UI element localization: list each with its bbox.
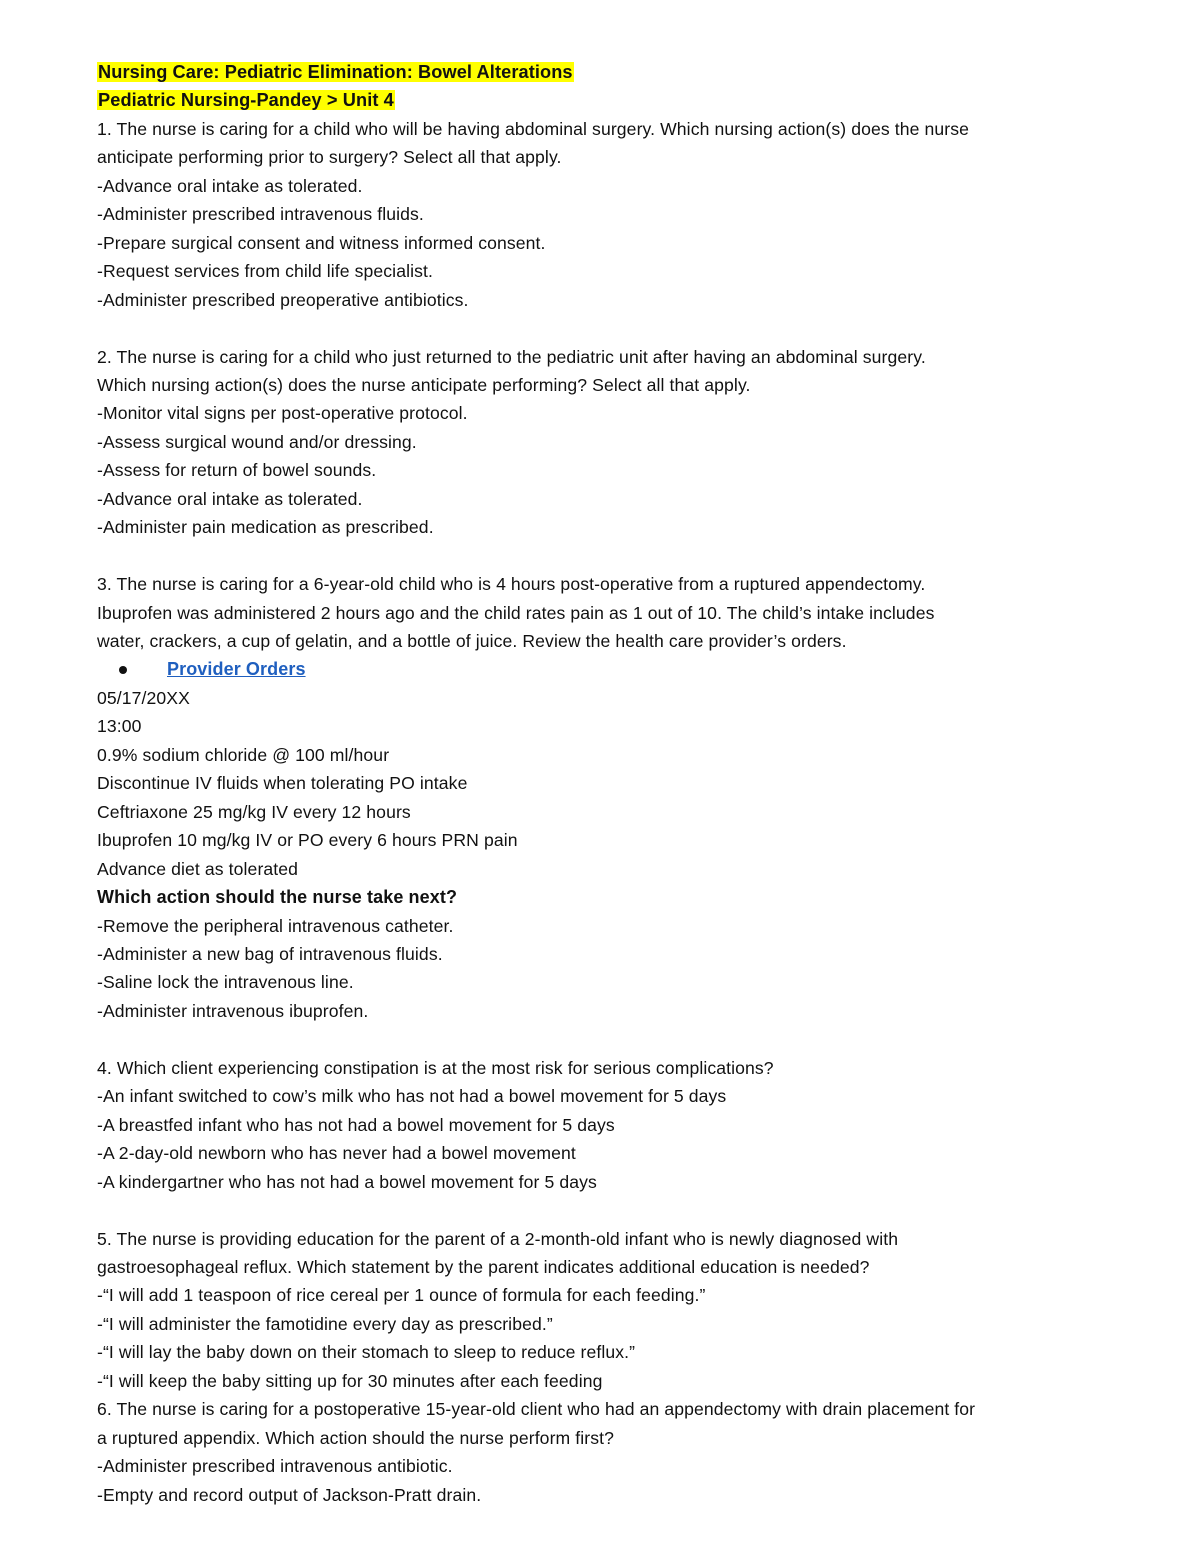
q6-stem-line: a ruptured appendix. Which action should the nurse perform first?: [97, 1427, 614, 1448]
q1-option: -Advance oral intake as tolerated.: [97, 175, 363, 196]
order-line: Ceftriaxone 25 mg/kg IV every 12 hours: [97, 801, 411, 822]
q2-option: -Assess surgical wound and/or dressing.: [97, 431, 417, 452]
order-line: 13:00: [97, 716, 142, 737]
q4-option: -An infant switched to cow’s milk who has not had a bowel movement for 5 days: [97, 1086, 727, 1107]
paragraph-spacer: [97, 1196, 1107, 1224]
order-line: Discontinue IV fluids when tolerating PO intake: [97, 773, 468, 794]
order-line: Ibuprofen 10 mg/kg IV or PO every 6 hours PRN pain: [97, 830, 518, 851]
provider-orders-bullet-item: [97, 655, 1107, 683]
paragraph-spacer: [97, 1025, 1107, 1053]
q3-option: -Administer intravenous ibuprofen.: [97, 1000, 369, 1021]
q1-option: -Request services from child life specialist.: [97, 261, 433, 282]
q2-option: -Administer pain medication as prescribed.: [97, 517, 434, 538]
order-line: Advance diet as tolerated: [97, 858, 299, 879]
q4-option: -A breastfed infant who has not had a bowel movement for 5 days: [97, 1114, 615, 1135]
q1-stem-line: 1. The nurse is caring for a child who will be having abdominal surgery. Which nursing action(s) does the nurse: [97, 118, 969, 139]
q2-stem-line: 2. The nurse is caring for a child who just returned to the pediatric unit after having an abdominal surgery.: [97, 346, 926, 367]
q5-option: -“I will keep the baby sitting up for 30 minutes after each feeding: [97, 1370, 603, 1391]
bullet-dot-icon: [119, 666, 127, 674]
order-line: 0.9% sodium chloride @ 100 ml/hour: [97, 744, 390, 765]
q4-option: -A 2-day-old newborn who has never had a bowel movement: [97, 1143, 576, 1164]
q2-option: -Advance oral intake as tolerated.: [97, 488, 363, 509]
q5-option: -“I will lay the baby down on their stomach to sleep to reduce reflux.”: [97, 1342, 636, 1363]
q4-option: -A kindergartner who has not had a bowel movement for 5 days: [97, 1171, 597, 1192]
paragraph-spacer: [97, 314, 1107, 342]
q3-stem-line: water, crackers, a cup of gelatin, and a bottle of juice. Review the health care provider’s orders.: [97, 631, 847, 652]
q3-option: -Remove the peripheral intravenous catheter.: [97, 915, 454, 936]
provider-orders-link[interactable]: Provider Orders: [167, 659, 306, 680]
q3-prompt: Which action should the nurse take next?: [97, 887, 458, 908]
title-highlight: Nursing Care: Pediatric Elimination: Bowel Alterations: [98, 62, 573, 82]
q6-option: -Empty and record output of Jackson-Pratt drain.: [97, 1484, 482, 1505]
q5-stem-line: gastroesophageal reflux. Which statement by the parent indicates additional education is needed?: [97, 1256, 870, 1277]
q1-option: -Administer prescribed intravenous fluids.: [97, 204, 424, 225]
document-page: [97, 58, 1107, 1509]
q6-stem-line: 6. The nurse is caring for a postoperative 15-year-old client who had an appendectomy with drain placement for: [97, 1399, 976, 1420]
q2-stem-line: Which nursing action(s) does the nurse anticipate performing? Select all that apply.: [97, 374, 751, 395]
q3-option: -Administer a new bag of intravenous fluids.: [97, 944, 443, 965]
q3-stem-line: 3. The nurse is caring for a 6-year-old child who is 4 hours post-operative from a ruptured appendectomy.: [97, 574, 926, 595]
document-title: [97, 58, 1107, 86]
paragraph-spacer: [97, 542, 1107, 570]
q3-stem-line: Ibuprofen was administered 2 hours ago and the child rates pain as 1 out of 10. The child’s intake includes: [97, 602, 935, 623]
q1-option: -Prepare surgical consent and witness informed consent.: [97, 232, 546, 253]
order-line: 05/17/20XX: [97, 687, 190, 708]
q5-option: -“I will add 1 teaspoon of rice cereal per 1 ounce of formula for each feeding.”: [97, 1285, 706, 1306]
q4-stem-line: 4. Which client experiencing constipation is at the most risk for serious complications?: [97, 1057, 774, 1078]
q2-option: -Monitor vital signs per post-operative protocol.: [97, 403, 468, 424]
document-subtitle: [97, 86, 1107, 114]
q2-option: -Assess for return of bowel sounds.: [97, 460, 377, 481]
subtitle-highlight: Pediatric Nursing-Pandey > Unit 4: [98, 90, 394, 111]
q5-option: -“I will administer the famotidine every day as prescribed.”: [97, 1313, 553, 1334]
q3-option: -Saline lock the intravenous line.: [97, 972, 354, 993]
q6-option: -Administer prescribed intravenous antibiotic.: [97, 1456, 453, 1477]
q1-stem-line: anticipate performing prior to surgery? Select all that apply.: [97, 147, 562, 168]
q1-option: -Administer prescribed preoperative antibiotics.: [97, 289, 469, 310]
q5-stem-line: 5. The nurse is providing education for the parent of a 2-month-old infant who is newly diagnosed with: [97, 1228, 899, 1249]
